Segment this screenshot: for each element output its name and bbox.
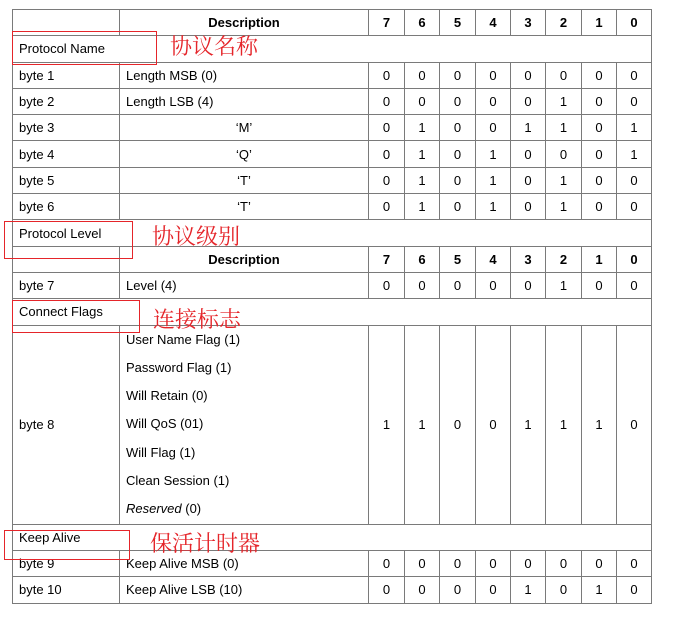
bit-cell: 0 <box>369 550 405 576</box>
table-row <box>13 88 652 114</box>
bit-cell: 1 <box>476 167 511 193</box>
byte-label: byte 1 <box>13 62 120 88</box>
bit-cell: 0 <box>617 272 652 298</box>
bit-cell: 0 <box>369 141 405 167</box>
table-row <box>13 167 652 193</box>
flag-list <box>120 325 369 524</box>
description-header: Description <box>120 10 369 36</box>
bit-cell: 1 <box>546 167 582 193</box>
annotation-protocol-name: 协议名称 <box>170 35 259 60</box>
bit-cell: 1 <box>546 272 582 298</box>
bit-cell: 0 <box>369 194 405 220</box>
bit-cell: 0 <box>546 577 582 603</box>
bit-cell: 0 <box>405 272 440 298</box>
description-header: Description <box>120 246 369 272</box>
bit-cell: 0 <box>405 550 440 576</box>
bit-header: 6 <box>405 246 440 272</box>
bit-cell: 0 <box>369 272 405 298</box>
bit-cell: 0 <box>369 88 405 114</box>
bit-header: 1 <box>582 246 617 272</box>
bit-header: 7 <box>369 10 405 36</box>
bit-cell: 0 <box>617 194 652 220</box>
bit-header: 3 <box>511 10 546 36</box>
bit-cell: 0 <box>511 141 546 167</box>
bit-cell: 0 <box>511 194 546 220</box>
bit-cell: 0 <box>476 88 511 114</box>
bit-header: 5 <box>440 246 476 272</box>
bit-cell: 0 <box>617 62 652 88</box>
bit-cell: 1 <box>617 141 652 167</box>
bit-cell: 0 <box>440 141 476 167</box>
bit-cell: 1 <box>546 115 582 141</box>
bit-cell: 0 <box>582 272 617 298</box>
bit-cell: 0 <box>476 550 511 576</box>
bit-cell: 0 <box>405 62 440 88</box>
bit-cell: 0 <box>369 167 405 193</box>
highlight-box-protocol-name <box>12 31 157 65</box>
bit-cell: 1 <box>405 194 440 220</box>
highlight-box-connect-flags <box>12 300 140 333</box>
byte-label: byte 10 <box>13 577 120 603</box>
bit-cell: 0 <box>546 62 582 88</box>
bit-cell: 0 <box>405 88 440 114</box>
flag-item: User Name Flag (1) <box>126 331 241 347</box>
bit-header: 2 <box>546 10 582 36</box>
flag-item: Clean Session (1) <box>126 473 230 489</box>
bit-cell: 0 <box>617 167 652 193</box>
flag-item: Will Flag (1) <box>126 444 196 460</box>
section-title: Keep Alive <box>13 524 652 550</box>
byte-description: Level (4) <box>120 272 369 298</box>
bit-cell: 0 <box>440 167 476 193</box>
bit-cell: 0 <box>511 167 546 193</box>
bit-cell: 0 <box>546 141 582 167</box>
bit-cell: 1 <box>546 325 582 524</box>
highlight-box-keep-alive <box>4 530 130 560</box>
bit-cell: 1 <box>369 325 405 524</box>
byte-description: ‘Q’ <box>120 141 369 167</box>
bit-cell: 1 <box>617 115 652 141</box>
bit-cell: 0 <box>440 62 476 88</box>
bit-cell: 0 <box>476 62 511 88</box>
table-row <box>13 62 652 88</box>
flag-item-reserved <box>126 495 362 523</box>
bit-cell: 0 <box>582 141 617 167</box>
bit-cell: 1 <box>405 141 440 167</box>
bit-cell: 0 <box>582 62 617 88</box>
bit-cell: 1 <box>546 194 582 220</box>
byte-label: byte 3 <box>13 115 120 141</box>
bit-header: 0 <box>617 10 652 36</box>
bit-header: 4 <box>476 246 511 272</box>
bit-cell: 0 <box>369 62 405 88</box>
bit-cell: 0 <box>476 115 511 141</box>
table-row-flags <box>13 325 652 524</box>
bit-cell: 0 <box>582 88 617 114</box>
bit-header: 3 <box>511 246 546 272</box>
bit-cell: 1 <box>511 325 546 524</box>
bit-cell: 0 <box>476 272 511 298</box>
table-row <box>13 115 652 141</box>
bit-header: 2 <box>546 246 582 272</box>
byte-description: ‘T’ <box>120 194 369 220</box>
bit-header: 7 <box>369 246 405 272</box>
bit-cell: 0 <box>511 550 546 576</box>
bit-header: 0 <box>617 246 652 272</box>
byte-description: ‘T’ <box>120 167 369 193</box>
bit-cell: 0 <box>440 272 476 298</box>
bit-cell: 1 <box>405 115 440 141</box>
bit-cell: 1 <box>405 325 440 524</box>
byte-description: Length MSB (0) <box>120 62 369 88</box>
byte-label: byte 8 <box>13 325 120 524</box>
bit-cell: 0 <box>440 115 476 141</box>
bit-cell: 0 <box>582 194 617 220</box>
byte-label: byte 6 <box>13 194 120 220</box>
bit-cell: 0 <box>511 88 546 114</box>
bit-header: 6 <box>405 10 440 36</box>
table-row <box>13 272 652 298</box>
bit-cell: 0 <box>476 325 511 524</box>
byte-description: Length LSB (4) <box>120 88 369 114</box>
reserved-value: (0) <box>181 501 202 517</box>
bit-header: 4 <box>476 10 511 36</box>
section-title: Connect Flags <box>13 299 652 325</box>
byte-label: byte 5 <box>13 167 120 193</box>
bit-cell: 0 <box>582 115 617 141</box>
bit-cell: 0 <box>582 550 617 576</box>
flag-item: Password Flag (1) <box>126 359 232 375</box>
bit-cell: 0 <box>405 577 440 603</box>
bit-cell: 1 <box>582 325 617 524</box>
bit-cell: 0 <box>582 167 617 193</box>
bit-cell: 0 <box>617 550 652 576</box>
byte-description: ‘M’ <box>120 115 369 141</box>
bit-cell: 1 <box>405 167 440 193</box>
bit-cell: 1 <box>511 577 546 603</box>
bit-cell: 0 <box>440 550 476 576</box>
bit-cell: 1 <box>582 577 617 603</box>
table-row <box>13 577 652 603</box>
bit-cell: 0 <box>440 577 476 603</box>
byte-description: Keep Alive LSB (10) <box>120 577 369 603</box>
table-row <box>13 141 652 167</box>
section-title: Protocol Name <box>13 36 652 62</box>
bit-cell: 1 <box>546 88 582 114</box>
bit-cell: 0 <box>440 325 476 524</box>
highlight-box-protocol-level <box>4 221 133 259</box>
annotation-connect-flags: 连接标志 <box>153 308 242 333</box>
byte-label: byte 4 <box>13 141 120 167</box>
bit-header: 1 <box>582 10 617 36</box>
bit-cell: 0 <box>440 88 476 114</box>
section-title: Protocol Level <box>13 220 652 246</box>
bit-cell: 0 <box>440 194 476 220</box>
bit-cell: 1 <box>511 115 546 141</box>
byte-label: byte 7 <box>13 272 120 298</box>
byte-label: byte 9 <box>13 550 120 576</box>
flag-item: Will Retain (0) <box>126 388 208 404</box>
bit-cell: 1 <box>476 141 511 167</box>
flag-item: Will QoS (01) <box>126 416 204 432</box>
bit-cell: 0 <box>546 550 582 576</box>
byte-label: byte 2 <box>13 88 120 114</box>
bit-cell: 0 <box>617 577 652 603</box>
bit-cell: 0 <box>617 325 652 524</box>
bit-cell: 0 <box>369 577 405 603</box>
bit-header: 5 <box>440 10 476 36</box>
bit-cell: 0 <box>511 62 546 88</box>
annotation-keep-alive: 保活计时器 <box>150 532 261 557</box>
byte-description: Keep Alive MSB (0) <box>120 550 369 576</box>
reserved-word: Reserved <box>126 501 182 517</box>
annotation-protocol-level: 协议级别 <box>152 225 241 250</box>
bit-cell: 0 <box>476 577 511 603</box>
bit-cell: 1 <box>476 194 511 220</box>
table-row <box>13 194 652 220</box>
bit-cell: 0 <box>369 115 405 141</box>
bit-cell: 0 <box>511 272 546 298</box>
bit-cell: 0 <box>617 88 652 114</box>
